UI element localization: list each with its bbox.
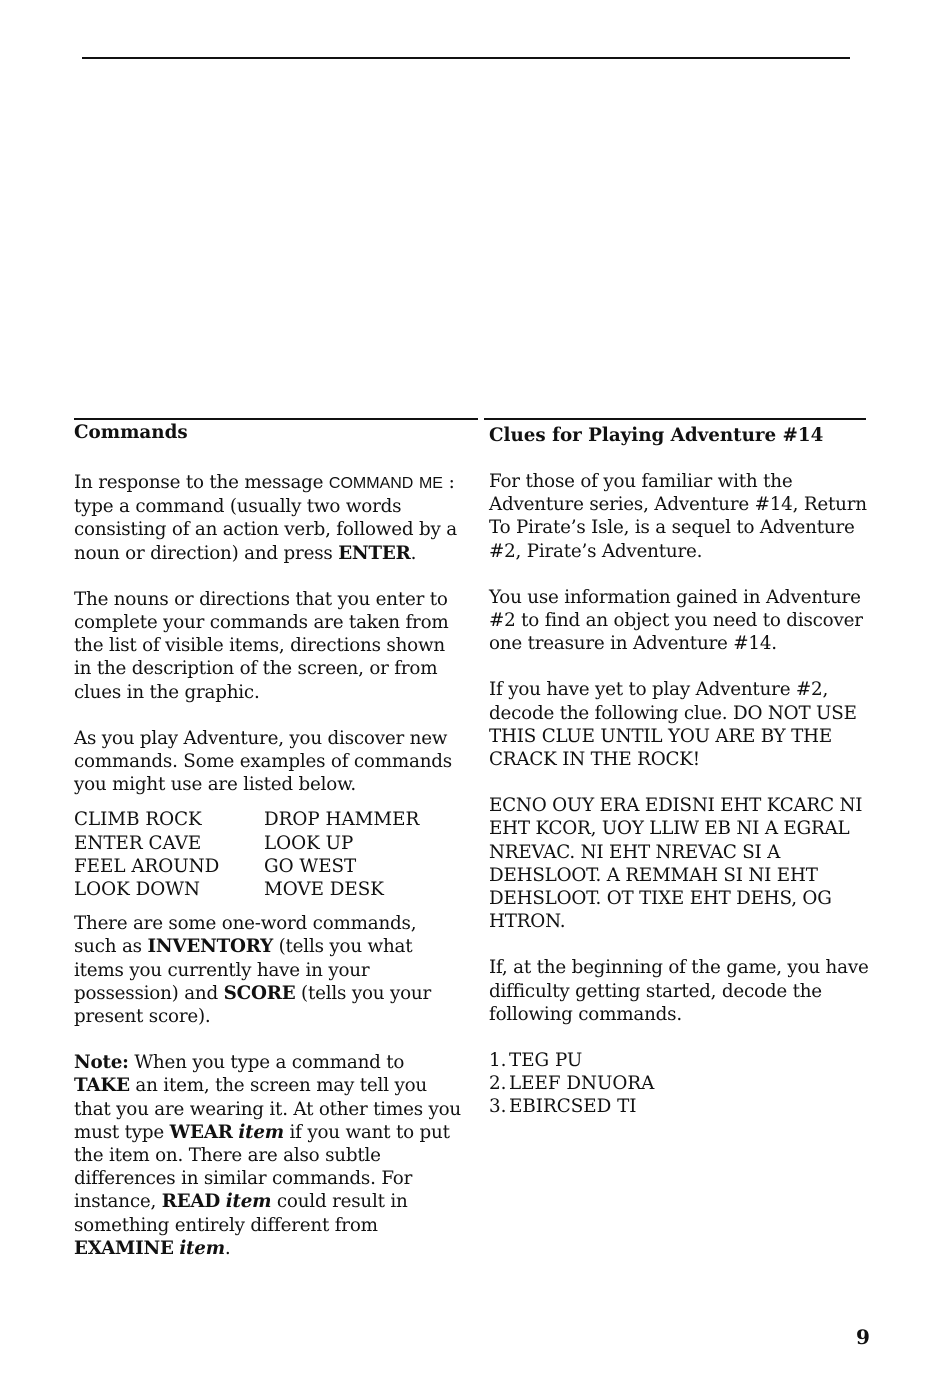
- take-bold: TAKE: [74, 1075, 130, 1097]
- intro-text-c: .: [410, 542, 417, 564]
- clues-intro-paragraph: For those of you familiar with the Adventure series, Adventure #14, Return To Pirate’s Isle, is a sequel to Adventure #2, Pirate’s Adventure.: [489, 471, 867, 562]
- commands-heading: Commands: [74, 422, 188, 443]
- getting-started-paragraph: If, at the beginning of the game, you have difficulty getting started, decode the following commands.: [489, 957, 869, 1025]
- wear-bold: WEAR: [169, 1121, 233, 1143]
- commands-intro-paragraph: [74, 471, 464, 565]
- command-example: LOOK UP: [264, 832, 354, 854]
- command-me-prompt-2: ME: [418, 475, 443, 492]
- item-italic: item: [225, 1191, 272, 1213]
- examples-paragraph: As you play Adventure, you discover new commands. Some examples of commands you might use are listed below.: [74, 727, 452, 796]
- note-label: Note:: [74, 1052, 129, 1074]
- command-example: LOOK DOWN: [74, 879, 201, 901]
- note-text-d: could result in something entirely different from: [74, 1191, 408, 1236]
- top-rule: [82, 57, 850, 59]
- intro-text-a: In response to the message: [74, 472, 329, 493]
- command-example: GO WEST: [264, 855, 357, 877]
- list-item: 2. LEEF DNUORA: [489, 1073, 655, 1095]
- examine-bold: EXAMINE: [74, 1237, 174, 1259]
- one-word-commands-paragraph: [74, 912, 464, 1028]
- note-text-e: .: [224, 1237, 231, 1259]
- clues-heading: Clues for Playing Adventure #14: [489, 425, 824, 446]
- one-word-text-b: (tells you what items you currently have in your possession) and: [74, 936, 413, 1004]
- note-text-c: if you want to put the item on. There are also subtle differences in similar commands. For instance,: [74, 1121, 450, 1213]
- command-column-2: [264, 808, 454, 901]
- command-example: DROP HAMMER: [264, 809, 420, 831]
- one-word-text-c: (tells you your present score).: [74, 982, 431, 1028]
- command-column-1: [74, 808, 264, 901]
- encoded-clue-paragraph: ECNO OUY ERA EDISNI EHT KCARC NI EHT KCOR, UOY LLIW EB NI A EGRAL NREVAC. NI EHT NREVAC SI A DEHSLOOT. A REMMAH SI NI EHT DEHSLOOT. OT TIXE EHT DEHS, OG HTRON.: [489, 795, 863, 933]
- encoded-commands-list: [489, 1049, 874, 1119]
- command-examples-grid: [74, 808, 464, 901]
- nouns-paragraph: The nouns or directions that you enter to complete your commands are taken from the list of visible items, directions shown in the description of the screen, or from clues in the graphic.: [74, 588, 449, 703]
- read-bold: READ: [161, 1191, 221, 1213]
- page-number: 9: [856, 1325, 870, 1349]
- one-word-text-a: There are some one-word commands, such as: [74, 913, 417, 958]
- command-example: MOVE DESK: [264, 879, 384, 901]
- note-paragraph: [74, 1051, 464, 1260]
- clues-warning-paragraph: If you have yet to play Adventure #2, decode the following clue. DO NOT USE THIS CLUE UNTIL YOU ARE BY THE CRACK IN THE ROCK!: [489, 679, 857, 771]
- clues-info-paragraph: You use information gained in Adventure #2 to find an object you need to discover one treasure in Adventure #14.: [489, 586, 863, 655]
- note-text-b: an item, the screen may tell you that you are wearing it. At other times you must type: [74, 1075, 461, 1143]
- commands-section: [74, 420, 464, 1260]
- inventory-bold: INVENTORY: [147, 936, 273, 958]
- list-item: 1. TEG PU: [489, 1050, 583, 1072]
- enter-key-bold: ENTER: [338, 542, 411, 564]
- intro-text-b: : type a command (usually two words consisting of an action verb, followed by a noun or direction) and press: [74, 472, 457, 564]
- command-example: FEEL AROUND: [74, 855, 220, 877]
- score-bold: SCORE: [223, 982, 296, 1004]
- command-me-prompt-1: COMMAND: [328, 475, 414, 492]
- clues-section: [489, 420, 874, 1119]
- command-example: CLIMB ROCK: [74, 809, 202, 831]
- note-text-a: When you type a command to: [128, 1052, 405, 1074]
- list-item: 3. EBIRCSED TI: [489, 1096, 637, 1118]
- item-italic: item: [238, 1121, 284, 1143]
- command-example: ENTER CAVE: [74, 832, 202, 854]
- item-italic: item: [179, 1237, 225, 1259]
